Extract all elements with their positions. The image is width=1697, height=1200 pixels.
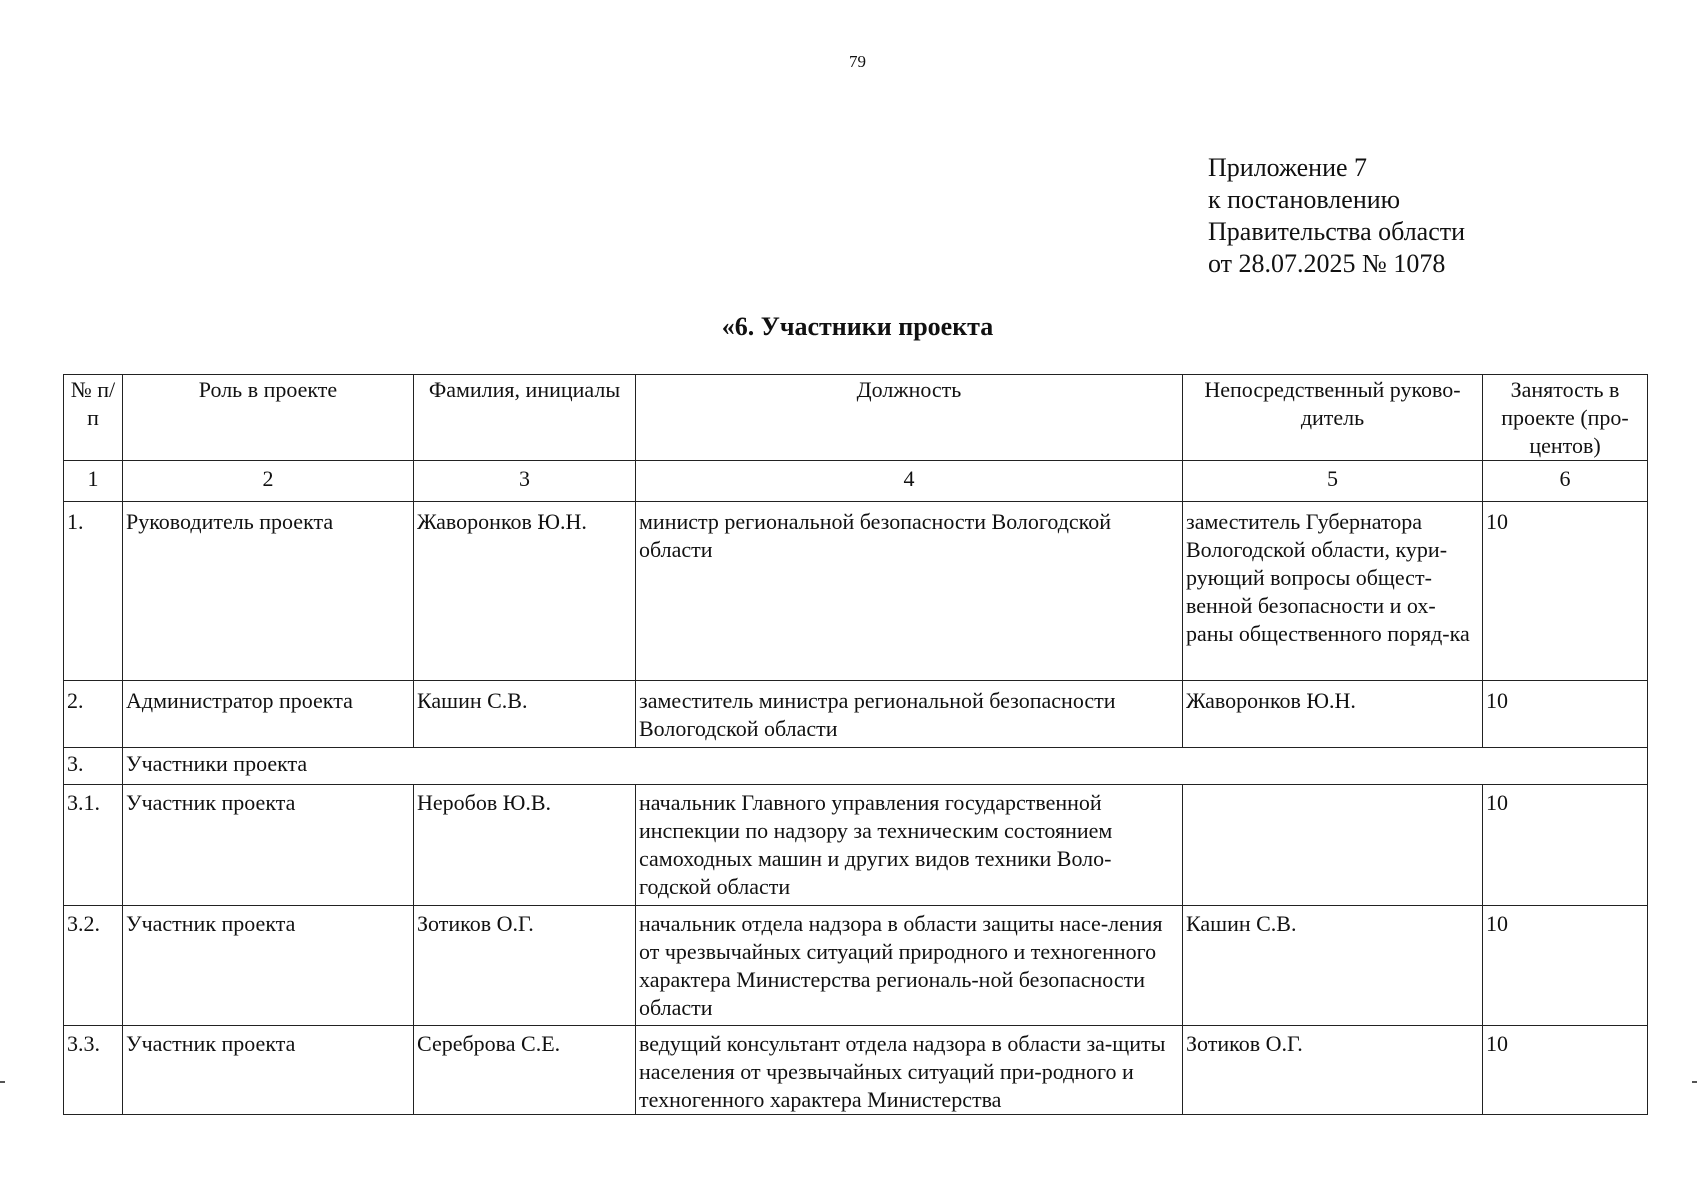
- participants-table: [63, 374, 1648, 1115]
- header-row: [64, 375, 1648, 461]
- row-name: Сереброва С.Е.: [414, 1026, 636, 1115]
- appendix-line-2: к постановлению: [1208, 185, 1401, 214]
- row-percent: 10: [1483, 681, 1648, 748]
- row-num: 3.: [64, 748, 123, 785]
- section-title: «6. Участники проекта: [721, 312, 994, 341]
- row-name: Зотиков О.Г.: [414, 906, 636, 1026]
- row-role: Руководитель проекта: [123, 502, 414, 681]
- row-role: Участник проекта: [123, 906, 414, 1026]
- table-row: [64, 502, 1648, 681]
- row-percent: 10: [1483, 906, 1648, 1026]
- column-number: 4: [636, 461, 1183, 502]
- group-label: Участники проекта: [123, 748, 1648, 785]
- table-row: [64, 1026, 1648, 1115]
- row-percent: 10: [1483, 785, 1648, 906]
- column-number: 2: [123, 461, 414, 502]
- row-role: Участник проекта: [123, 1026, 414, 1115]
- row-supervisor: [1183, 785, 1483, 906]
- row-position: начальник Главного управления государственной инспекции по надзору за техническим состоянием самоходных машин и других видов техники Воло-годской области: [636, 785, 1183, 906]
- row-percent: 10: [1483, 1026, 1648, 1115]
- row-percent: 10: [1483, 502, 1648, 681]
- row-position: заместитель министра региональной безопасности Вологодской области: [636, 681, 1183, 748]
- scan-edge-mark-left: [0, 1081, 5, 1083]
- column-number: 3: [414, 461, 636, 502]
- page-number: 79: [849, 52, 866, 71]
- appendix-block: [1208, 152, 1465, 280]
- column-number: 6: [1483, 461, 1648, 502]
- row-position: начальник отдела надзора в области защиты насе-ления от чрезвычайных ситуаций природного и техногенного характера Министерства региональ-ной безопасности области: [636, 906, 1183, 1026]
- row-role: Участник проекта: [123, 785, 414, 906]
- row-position: ведущий консультант отдела надзора в области за-щиты населения от чрезвычайных ситуаций при-родного и техногенного характера Министерства: [636, 1026, 1183, 1115]
- row-role: Администратор проекта: [123, 681, 414, 748]
- table-row: [64, 785, 1648, 906]
- header-role: Роль в проекте: [123, 375, 414, 461]
- row-num: 2.: [64, 681, 123, 748]
- row-num: 3.2.: [64, 906, 123, 1026]
- row-name: Жаворонков Ю.Н.: [414, 502, 636, 681]
- group-row: [64, 748, 1648, 785]
- column-numbers-row: [64, 461, 1648, 502]
- header-name: Фамилия, инициалы: [414, 375, 636, 461]
- row-supervisor: Зотиков О.Г.: [1183, 1026, 1483, 1115]
- row-position: министр региональной безопасности Вологодской области: [636, 502, 1183, 681]
- row-name: Неробов Ю.В.: [414, 785, 636, 906]
- header-supervisor: Непосредственный руково-дитель: [1183, 375, 1483, 461]
- column-number: 1: [64, 461, 123, 502]
- row-supervisor: заместитель Губернатора Вологодской области, кури-рующий вопросы общест-венной безопасности и ох-раны общественного поряд-ка: [1183, 502, 1483, 681]
- row-num: 3.3.: [64, 1026, 123, 1115]
- appendix-line-1: Приложение 7: [1208, 153, 1368, 182]
- header-percent: Занятость в проекте (про-центов): [1483, 375, 1648, 461]
- scan-edge-mark-right: [1692, 1081, 1697, 1083]
- appendix-line-3: Правительства области: [1208, 217, 1466, 246]
- row-num: 1.: [64, 502, 123, 681]
- appendix-line-4: от 28.07.2025 № 1078: [1208, 249, 1446, 278]
- header-num: № п/п: [64, 375, 123, 461]
- column-number: 5: [1183, 461, 1483, 502]
- row-supervisor: Жаворонков Ю.Н.: [1183, 681, 1483, 748]
- row-name: Кашин С.В.: [414, 681, 636, 748]
- row-num: 3.1.: [64, 785, 123, 906]
- row-supervisor: Кашин С.В.: [1183, 906, 1483, 1026]
- table-row: [64, 681, 1648, 748]
- header-position: Должность: [636, 375, 1183, 461]
- table-row: [64, 906, 1648, 1026]
